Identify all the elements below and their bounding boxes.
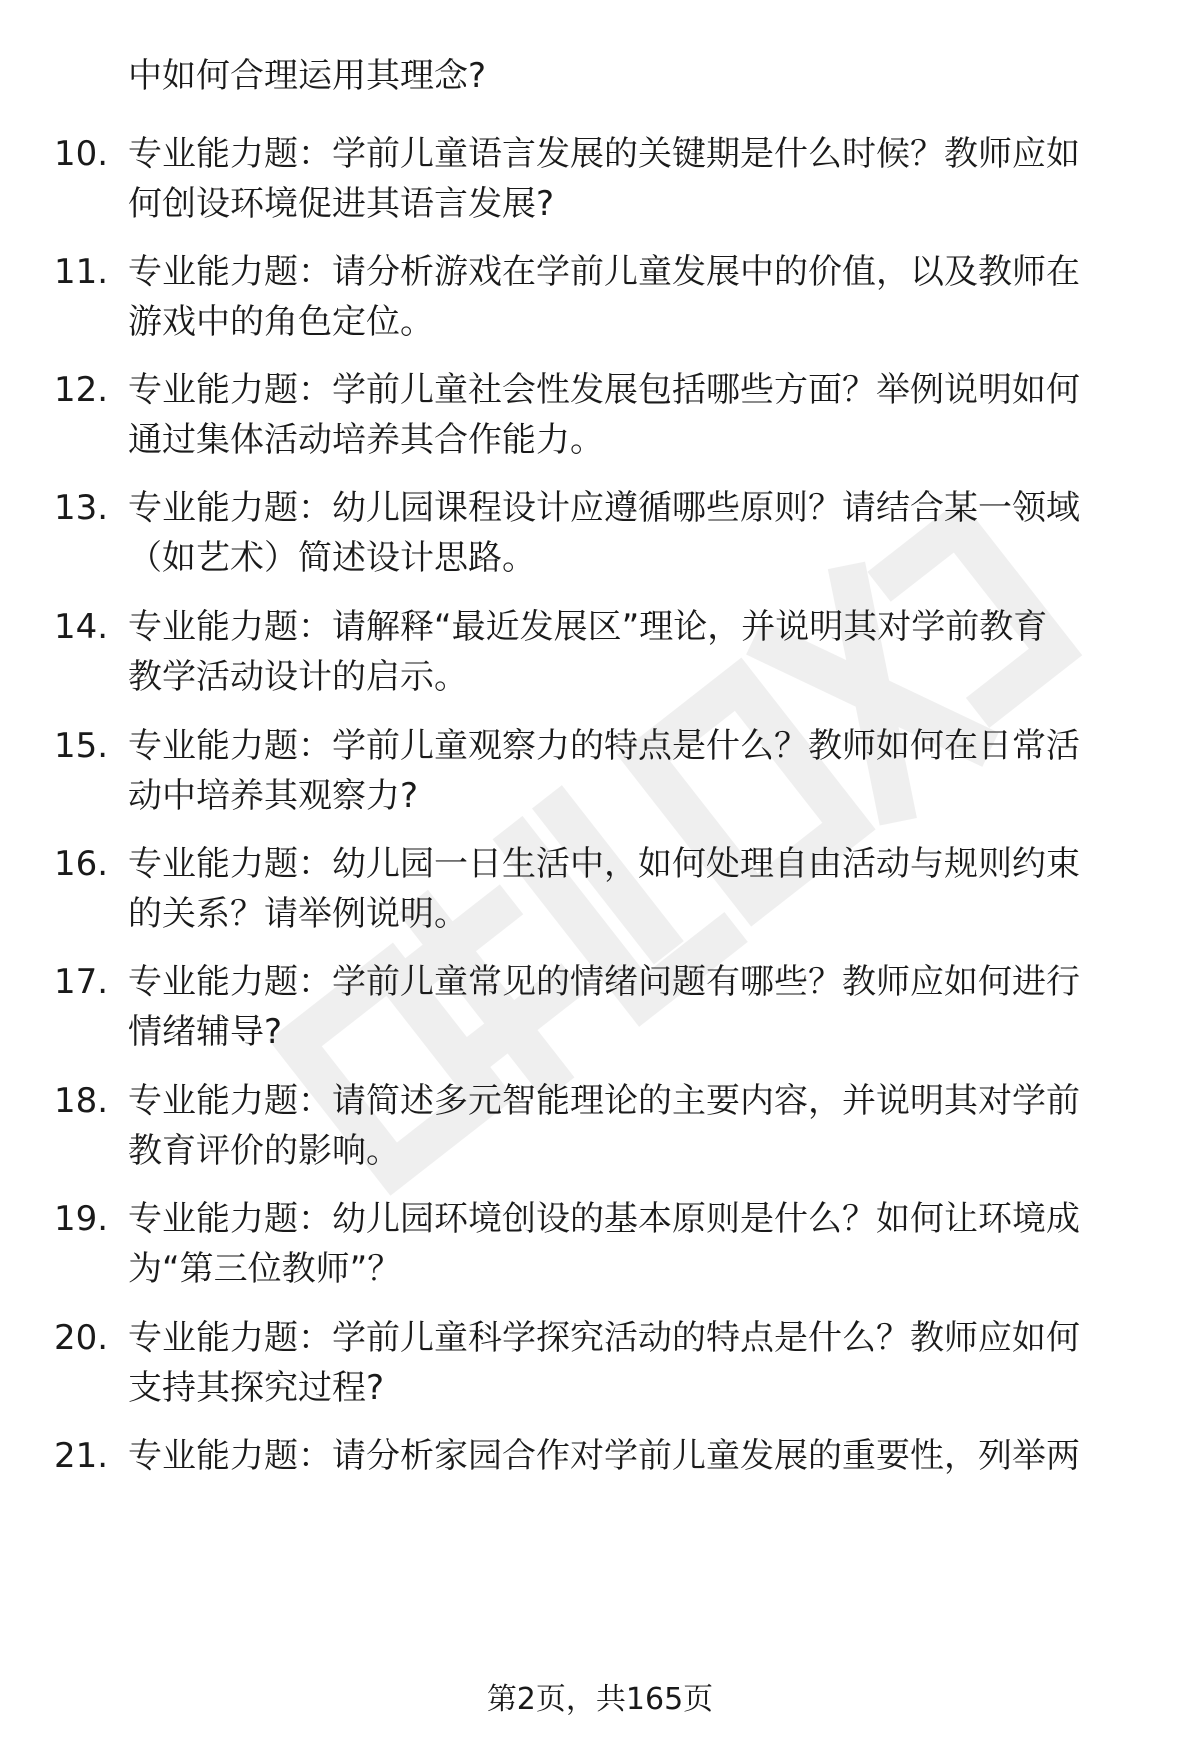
question-number: 21. [54, 1436, 109, 1476]
question-number: 19. [54, 1199, 109, 1239]
question-number: 11. [54, 252, 109, 292]
question-text-line1: 专业能力题：请分析家园合作对学前儿童发展的重要性，列举两 [128, 1436, 1080, 1476]
question-text-line2: 何创设环境促进其语言发展? [128, 184, 555, 224]
question-text-line1: 专业能力题：幼儿园环境创设的基本原则是什么？如何让环境成 [128, 1199, 1080, 1239]
question-text-line2: （如艺术）简述设计思路。 [128, 538, 536, 578]
question-text-line1: 专业能力题：学前儿童科学探究活动的特点是什么？教师应如何 [128, 1318, 1080, 1358]
question-number: 16. [54, 844, 109, 884]
question-text-line1: 专业能力题：幼儿园课程设计应遵循哪些原则？请结合某一领域 [128, 488, 1080, 528]
question-number: 18. [54, 1081, 109, 1121]
question-number: 12. [54, 370, 109, 410]
question-text-line1: 专业能力题：请分析游戏在学前儿童发展中的价值，以及教师在 [128, 252, 1080, 292]
question-text-line2: 的关系？请举例说明。 [128, 894, 468, 934]
question-text-line2: 教学活动设计的启示。 [128, 657, 468, 697]
question-text-line2: 通过集体活动培养其合作能力。 [128, 420, 604, 460]
question-text-line2: 动中培养其观察力? [128, 776, 419, 816]
question-text-line2: 游戏中的角色定位。 [128, 302, 434, 342]
question-number: 13. [54, 488, 109, 528]
question-text-line1: 专业能力题：请解释“最近发展区”理论，并说明其对学前教育 [128, 607, 1048, 647]
question-text-line1: 专业能力题：学前儿童常见的情绪问题有哪些？教师应如何进行 [128, 962, 1080, 1002]
question-number: 14. [54, 607, 109, 647]
page-number-footer: 第2页，共165页 [486, 1682, 714, 1717]
question-text-line2: 情绪辅导? [128, 1012, 283, 1052]
question-number: 20. [54, 1318, 109, 1358]
question-text-line1: 专业能力题：学前儿童观察力的特点是什么？教师如何在日常活 [128, 726, 1080, 766]
question-text-line2: 教育评价的影响。 [128, 1131, 400, 1171]
question-number: 10. [54, 134, 109, 174]
question-text-line1: 专业能力题：学前儿童语言发展的关键期是什么时候？教师应如 [128, 134, 1080, 174]
question-text-line1: 专业能力题：请简述多元智能理论的主要内容，并说明其对学前 [128, 1081, 1080, 1121]
question-text-line1: 专业能力题：学前儿童社会性发展包括哪些方面？举例说明如何 [128, 370, 1080, 410]
question-number: 17. [54, 962, 109, 1002]
question-text-line2: 支持其探究过程? [128, 1368, 385, 1408]
question-text-line1: 专业能力题：幼儿园一日生活中，如何处理自由活动与规则约束 [128, 844, 1080, 884]
question-text-line2: 为“第三位教师”？ [128, 1249, 402, 1289]
question-number: 15. [54, 726, 109, 766]
continuation-line: 中如何合理运用其理念? [128, 56, 487, 96]
